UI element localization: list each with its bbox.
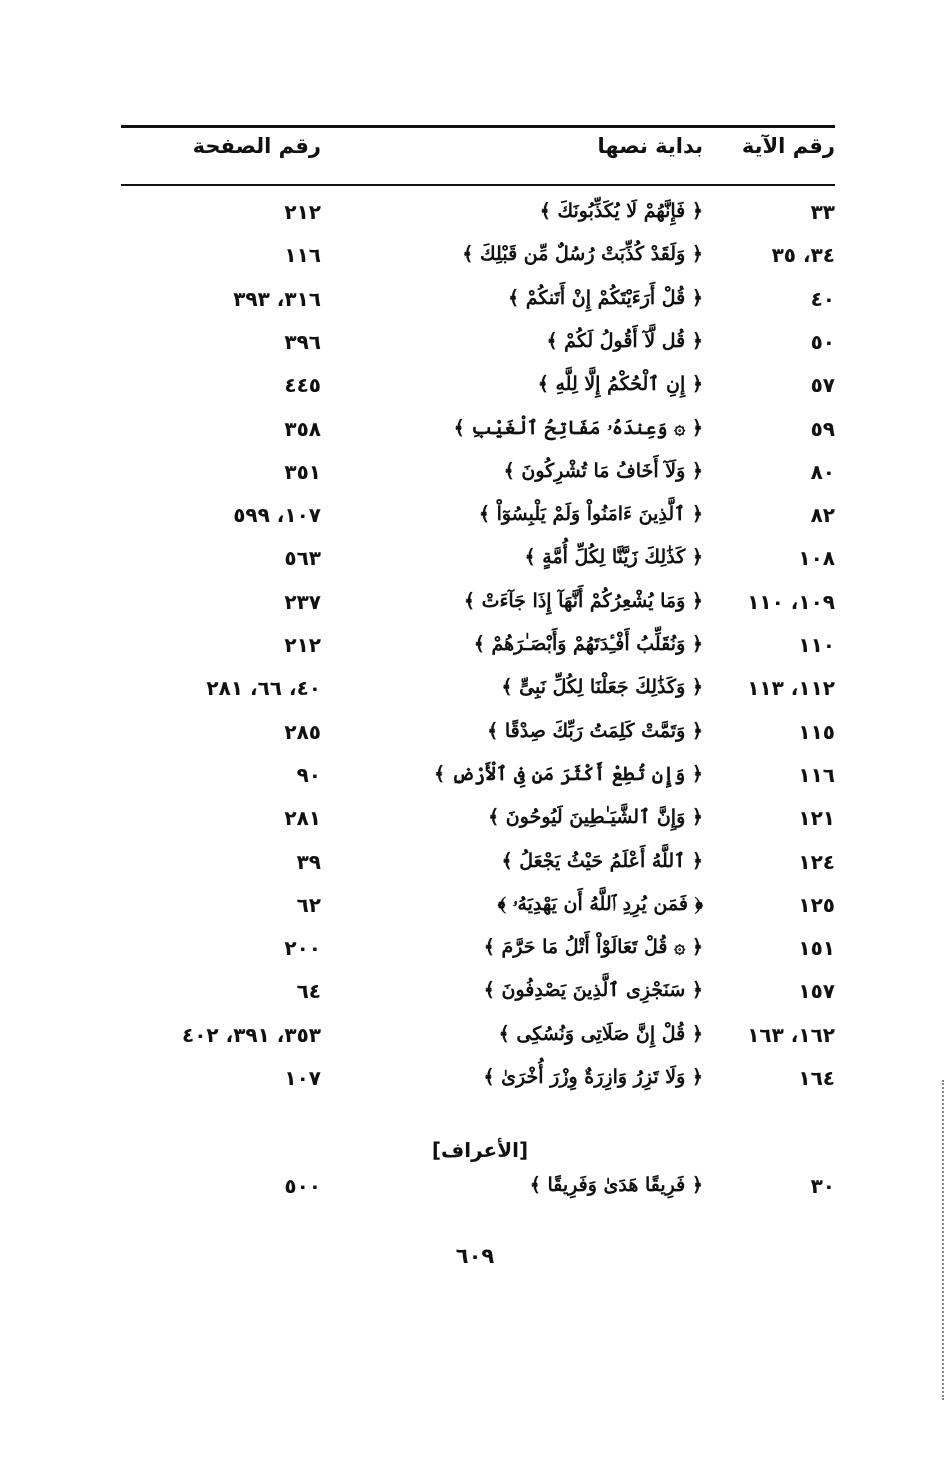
verse-number: ٤٠ [810, 286, 835, 311]
page-reference: ٢٣٧ [284, 589, 321, 614]
verse-number-header: رقم الآية [741, 134, 835, 158]
table-row [121, 676, 835, 710]
table-row [121, 1023, 835, 1057]
page-reference: ٢٨٥ [284, 719, 321, 744]
table-row [121, 1174, 835, 1208]
verse-start-text: ﴿ ۞ قُلْ تَعَالَوْاْ أَتْلُ مَا حَرَّمَ ﴾ [483, 936, 703, 959]
table-row [121, 936, 835, 970]
table-row [121, 243, 835, 277]
verse-start-text: ﴿ إِنِ ٱلْحُكْمُ إِلَّا لِلَّهِ ﴾ [537, 373, 703, 396]
page-reference: ٣١٦، ٣٩٣ [233, 286, 321, 311]
verse-start-header: بداية نصها [597, 134, 703, 158]
section-title: [الأعراف] [431, 1138, 529, 1162]
table-row [121, 330, 835, 364]
page-reference: ٣٥٨ [284, 416, 321, 441]
table-row [121, 546, 835, 580]
verse-start-text: ﴿ كَذَٰلِكَ زَيَّنَّا لِكُلِّ أُمَّةٍ ﴾ [524, 546, 703, 569]
verse-start-text: ﴿ قُلْ أَرَءَيْتَكُمْ إِنْ أَتَنكُمْ ﴾ [507, 286, 703, 309]
verse-start-text: ﴿ وَمَا يُشْعِرُكُمْ أَنَّهَآ إِذَا جَآءَتْ ﴾ [463, 589, 703, 612]
header-rule [121, 184, 835, 186]
page-reference: ٢٠٠ [284, 936, 321, 961]
verse-number: ١١٠ [798, 633, 835, 657]
page-reference: ٣٥٣، ٣٩١، ٤٠٢ [182, 1022, 321, 1047]
page-reference: ٢١٢ [284, 200, 321, 224]
verse-number: ١٦٢، ١٦٣ [747, 1022, 835, 1047]
verse-number: ١٠٩، ١١٠ [747, 589, 835, 614]
margin-dots [942, 1080, 944, 1400]
verse-number: ١٢٥ [798, 892, 835, 917]
verse-number: ٣٠ [810, 1174, 835, 1198]
table-header [121, 134, 835, 174]
verse-number: ٣٤، ٣٥ [771, 243, 835, 268]
page-reference: ٤٠، ٦٦، ٢٨١ [206, 676, 321, 701]
table-row [121, 720, 835, 754]
page-reference: ١٠٧، ٥٩٩ [233, 503, 321, 528]
verse-start-text: ﴿ وَإِن تُطِعْ أَكْثَرَ مَن فِى ٱلْأَرْضِ ﴾ [434, 762, 703, 785]
page-number-header: رقم الصفحة [192, 134, 321, 158]
table-row [121, 633, 835, 667]
verse-start-text: ﴿ وَلَقَدْ كُذِّبَتْ رُسُلٌ مِّن قَبْلِكَ ﴾ [462, 243, 703, 266]
verse-start-text: ﴿ وَنُقَلِّبُ أَفْـِٔدَتَهُمْ وَأَبْصَـٰرَهُمْ ﴾ [473, 633, 703, 655]
verse-number: ٣٣ [810, 200, 835, 224]
verse-start-text: ﴿ وَإِنَّ ٱلشَّيَـٰطِينَ لَيُوحُونَ ﴾ [488, 806, 703, 829]
page-reference: ٣٩ [296, 849, 321, 874]
verse-number: ٥٩ [810, 416, 835, 441]
verse-number: ١٦٤ [798, 1066, 835, 1090]
table-row [121, 979, 835, 1013]
verse-start-text: ﴿ فَإِنَّهُمْ لَا يُكَذِّبُونَكَ ﴾ [539, 200, 703, 222]
table-row [121, 806, 835, 840]
table-row [121, 417, 835, 451]
page-reference: ٢٨١ [284, 806, 321, 831]
table-row [121, 373, 835, 407]
page-reference: ٢١٢ [284, 633, 321, 657]
verse-number: ١١٦ [798, 762, 835, 787]
page-reference: ١٠٧ [284, 1066, 321, 1090]
table-row [121, 1066, 835, 1100]
verse-start-text: ﴿ فَمَن يُرِدِ ٱللَّهُ أَن يَهْدِيَهُۥ ﴾ [497, 892, 703, 915]
page-reference: ٤٤٥ [284, 373, 321, 398]
verse-number: ١٢١ [798, 806, 835, 831]
verse-start-text: ﴿ وَلَآ أَخَافُ مَا تُشْرِكُونَ ﴾ [503, 459, 703, 482]
verse-start-text: ﴿ ٱلَّذِينَ ءَامَنُواْ وَلَمْ يَلْبِسُوٓاْ ﴾ [478, 503, 703, 526]
table-row [121, 850, 835, 884]
verse-start-text: ﴿ وَلَا تَزِرُ وَازِرَةٌ وِزْرَ أُخْرَىٰ ﴾ [483, 1066, 703, 1088]
verse-number: ١١٥ [798, 719, 835, 744]
verse-number: ١٠٨ [798, 546, 835, 571]
verse-start-text: ﴿ قُل لَّآ أَقُولُ لَكُمْ ﴾ [546, 329, 703, 352]
page-reference: ٥٠٠ [284, 1174, 321, 1198]
verse-start-text: ﴿ سَنَجْزِى ٱلَّذِينَ يَصْدِفُونَ ﴾ [483, 979, 703, 1002]
verse-number: ٨٢ [810, 503, 835, 528]
verse-start-text: ﴿ ۞ وَعِندَهُۥ مَفَاتِحُ ٱلْغَيْبِ ﴾ [453, 416, 703, 439]
verse-number: ١٥٧ [798, 979, 835, 1004]
verse-number: ٥٠ [810, 329, 835, 354]
page-number: ٦٠٩ [455, 1244, 495, 1268]
verse-number: ١٥١ [798, 936, 835, 961]
verse-start-text: ﴿ ٱللَّهُ أَعْلَمُ حَيْثُ يَجْعَلُ ﴾ [501, 849, 703, 872]
page-reference: ٩٠ [296, 762, 321, 787]
table-row [121, 503, 835, 537]
verse-start-text: ﴿ وَتَمَّتْ كَلِمَتُ رَبِّكَ صِدْقًا ﴾ [487, 719, 703, 742]
verse-number: ١١٢، ١١٣ [747, 676, 835, 701]
verse-number: ٥٧ [810, 373, 835, 398]
page-reference: ١١٦ [284, 243, 321, 268]
table-row [121, 460, 835, 494]
page-reference: ٣٥١ [284, 459, 321, 484]
table-row [121, 287, 835, 321]
verse-start-text: ﴿ وَكَذَٰلِكَ جَعَلْنَا لِكُلِّ نَبِىٍّ ﴾ [501, 676, 703, 699]
table-row [121, 893, 835, 927]
verse-number: ٨٠ [810, 459, 835, 484]
verse-start-text: ﴿ قُلْ إِنَّ صَلَاتِى وَنُسُكِى ﴾ [498, 1022, 703, 1045]
page-reference: ٣٩٦ [284, 329, 321, 354]
page-reference: ٦٤ [296, 979, 321, 1004]
top-rule [121, 125, 835, 128]
verse-number: ١٢٤ [798, 849, 835, 874]
page-reference: ٦٢ [296, 892, 321, 917]
table-row [121, 200, 835, 234]
table-row [121, 590, 835, 624]
table-row [121, 763, 835, 797]
verse-start-text: ﴿ فَرِيقًا هَدَىٰ وَفَرِيقًا ﴾ [529, 1174, 703, 1196]
page-reference: ٥٦٣ [284, 546, 321, 571]
